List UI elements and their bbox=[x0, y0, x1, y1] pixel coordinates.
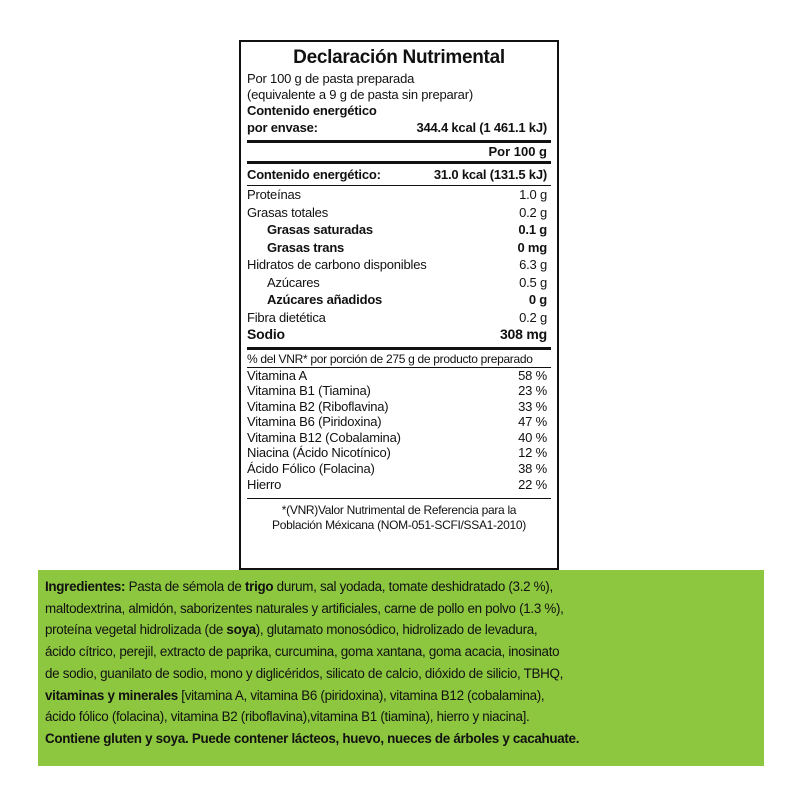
ingredients-text: ), glutamato monosódico, hidrolizado de levadura, bbox=[255, 622, 538, 638]
energy-package-label-2: por envase: bbox=[247, 120, 318, 135]
nutrient-value: 0.2 g bbox=[519, 204, 547, 220]
nutrient-value: 1.0 g bbox=[519, 187, 547, 202]
nutrition-facts-panel bbox=[239, 40, 559, 570]
nutrient-row bbox=[247, 274, 547, 292]
nutrient-value: 0.5 g bbox=[519, 274, 547, 290]
nutrient-row bbox=[247, 256, 547, 274]
vitamin-label: Vitamina B12 (Cobalamina) bbox=[247, 429, 401, 445]
ingredients-label: Ingredientes: bbox=[45, 579, 126, 594]
vitamin-value: 33 % bbox=[518, 398, 547, 414]
footnote-line-2: Población Méxicana (NOM-051-SCFI/SSA1-2010) bbox=[272, 518, 526, 533]
nutrient-label: Azúcares añadidos bbox=[267, 292, 383, 307]
vitamin-row bbox=[247, 368, 551, 384]
divider bbox=[247, 161, 551, 164]
vitamin-value: 23 % bbox=[518, 383, 547, 399]
vitamin-value: 47 % bbox=[518, 414, 547, 430]
vitamin-row bbox=[247, 399, 551, 415]
footnote-line-1: *(VNR)Valor Nutrimental de Referencia para la bbox=[281, 503, 517, 518]
vitamin-label: Niacina (Ácido Nicotínico) bbox=[247, 445, 391, 461]
vitamin-row bbox=[247, 430, 551, 446]
nutrient-value: 0.1 g bbox=[518, 222, 547, 237]
vitamin-value: 58 % bbox=[518, 367, 547, 383]
nutrient-row bbox=[247, 326, 547, 344]
energy-package-label-1: Contenido energético bbox=[247, 103, 377, 118]
ingredients-text: [vitamina A, vitamina B6 (piridoxina), vitamina B12 (cobalamina), bbox=[177, 687, 545, 703]
vitamin-list bbox=[247, 368, 551, 493]
energy-package-row bbox=[247, 119, 551, 137]
nutrient-value: 0 g bbox=[528, 292, 547, 307]
nutrient-label: Grasas trans bbox=[267, 239, 345, 255]
vitamin-label: Hierro bbox=[247, 476, 282, 492]
nutrient-row bbox=[247, 309, 547, 327]
vitamin-label: Vitamina B2 (Riboflavina) bbox=[247, 398, 389, 414]
nutrient-row bbox=[247, 239, 547, 257]
nutrient-value: 0.2 g bbox=[519, 309, 547, 325]
ingredients-line: ácido cítrico, perejil, extracto de paprika, curcumina, goma xantana, goma acacia, inosinato bbox=[45, 644, 560, 660]
nutrient-label: Sodio bbox=[247, 326, 285, 342]
nutrient-label: Hidratos de carbono disponibles bbox=[247, 257, 427, 272]
vitamin-value: 40 % bbox=[518, 429, 547, 445]
energy-value: 31.0 kcal (131.5 kJ) bbox=[433, 166, 547, 182]
energy-label: Contenido energético: bbox=[247, 166, 381, 182]
nutrient-value: 6.3 g bbox=[519, 257, 547, 272]
vitamin-label: Ácido Fólico (Folacina) bbox=[247, 461, 375, 477]
ingredients-line: ácido fólico (folacina), vitamina B2 (riboflavina),vitamina B1 (tiamina), hierro y niacina]. bbox=[45, 709, 530, 725]
vitamin-label: Vitamina A bbox=[247, 367, 307, 383]
nutrient-label: Fibra dietética bbox=[247, 309, 326, 325]
ingredients-line: de sodio, guanilato de sodio, mono y diglicéridos, silicato de calcio, dióxido de silicio, TBHQ, bbox=[45, 665, 564, 681]
serving-line-1: Por 100 g de pasta preparada bbox=[247, 71, 415, 86]
vitamin-value: 22 % bbox=[518, 476, 547, 492]
allergen-trigo: trigo bbox=[245, 579, 274, 594]
nutrient-list bbox=[247, 186, 551, 344]
nutrient-row bbox=[247, 291, 547, 309]
ingredients-text: durum, sal yodada, tomate deshidratado (3.2 %), bbox=[273, 579, 553, 594]
nutrient-value: 308 mg bbox=[499, 326, 547, 342]
divider bbox=[247, 347, 551, 350]
ingredients-text: proteína vegetal hidrolizada (de bbox=[45, 622, 227, 638]
ingredients-line bbox=[45, 619, 757, 641]
vitamin-label: Vitamina B6 (Piridoxina) bbox=[247, 414, 382, 430]
ingredients-text: Pasta de sémola de bbox=[125, 579, 245, 594]
vitamin-row bbox=[247, 414, 551, 430]
nutrient-row bbox=[247, 204, 547, 222]
nutrient-label: Azúcares bbox=[267, 274, 320, 290]
vitamin-row bbox=[247, 477, 551, 493]
ingredients-line: maltodextrina, almidón, saborizentes naturales y artificiales, carne de pollo en polvo (1.3 %), bbox=[45, 600, 564, 616]
nutrient-label: Grasas totales bbox=[247, 204, 329, 220]
nutrient-label: Proteínas bbox=[247, 187, 301, 202]
nutrient-row bbox=[247, 221, 547, 239]
ingredients-line bbox=[45, 685, 757, 707]
serving-line-2: (equivalente a 9 g de pasta sin preparar) bbox=[247, 87, 473, 102]
nutrient-row bbox=[247, 186, 547, 204]
nutrient-label: Grasas saturadas bbox=[267, 222, 373, 237]
vitamin-label: Vitamina B1 (Tiamina) bbox=[247, 383, 371, 399]
vitamin-value: 38 % bbox=[518, 461, 547, 477]
vitamin-row bbox=[247, 461, 551, 477]
energy-package-value: 344.4 kcal (1 461.1 kJ) bbox=[416, 120, 547, 135]
vnr-header: % del VNR* por porción de 275 g de producto preparado bbox=[247, 351, 533, 366]
panel-title: Declaración Nutrimental bbox=[293, 47, 505, 68]
per-100g-header: Por 100 g bbox=[488, 143, 547, 159]
vitamins-minerals-label: vitaminas y minerales bbox=[45, 687, 178, 703]
vitamin-value: 12 % bbox=[518, 445, 547, 461]
ingredients-box bbox=[38, 570, 764, 766]
allergen-soya: soya bbox=[226, 622, 256, 638]
vitamin-row bbox=[247, 383, 551, 399]
nutrient-value: 0 mg bbox=[517, 239, 547, 255]
energy-row bbox=[247, 166, 551, 184]
ingredients-line bbox=[45, 576, 757, 598]
vitamin-row bbox=[247, 445, 551, 461]
allergen-statement: Contiene gluten y soya. Puede contener lácteos, huevo, nueces de árboles y cacahuate. bbox=[45, 730, 580, 746]
